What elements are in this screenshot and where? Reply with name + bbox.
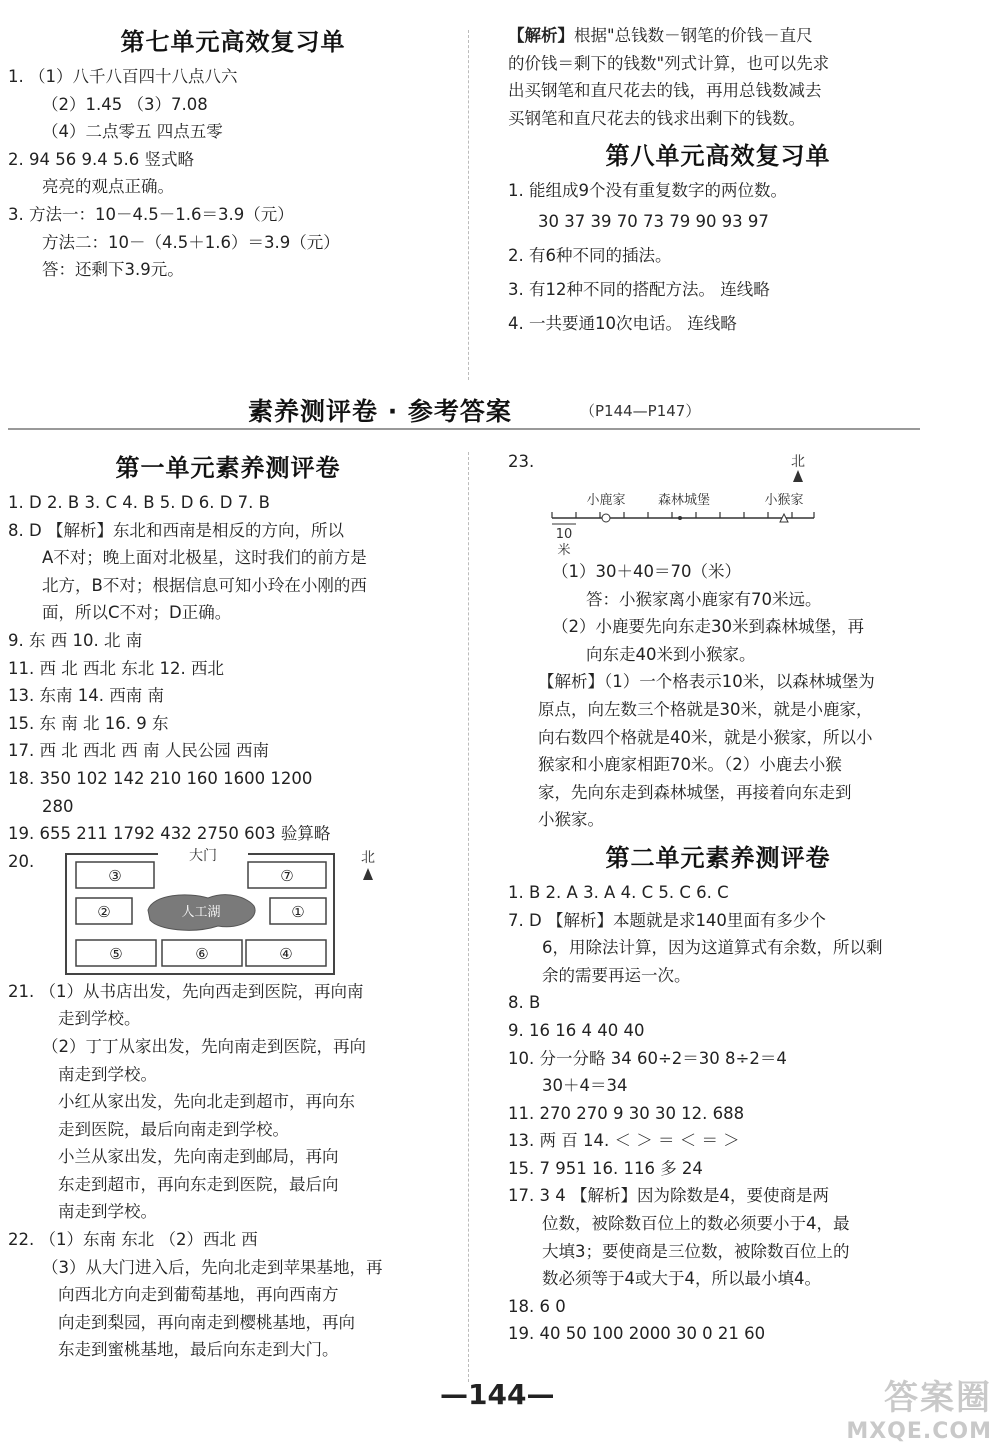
test1-q21: 小红从家出发，先向北走到超市，再向东: [58, 1092, 355, 1112]
q23-line: 家，先向东走到森林城堡，再接着向东走到: [538, 782, 852, 802]
test1-q22: 22. （1）东南 东北 （2）西北 西: [8, 1230, 258, 1250]
test2-line: 余的需要再运一次。: [542, 965, 691, 985]
test2-line: 19. 40 50 100 2000 30 0 21 60: [508, 1324, 766, 1344]
tick-marks: [552, 512, 814, 518]
test1-line: 8. D 【解析】东北和西南是相反的方向，所以: [8, 520, 344, 540]
room-2-label: ②: [97, 902, 111, 921]
column-divider-bottom: [468, 452, 469, 1382]
room-6-label: ⑥: [195, 944, 209, 963]
page-number: —144—: [440, 1378, 555, 1411]
unit7-review: [8, 22, 458, 284]
monkey-home-label: 小猴家: [764, 493, 804, 508]
test1-line: 9. 东 西 10. 北 南: [8, 630, 143, 650]
test2-line: 30＋4＝34: [542, 1076, 628, 1096]
analysis-tag: 【解析】: [508, 26, 574, 45]
test1-line: 18. 350 102 142 210 160 1600 1200: [8, 768, 313, 788]
q23-line: （2）小鹿要先向东走30米到森林城堡，再: [552, 617, 864, 637]
test1-line: 面，所以C不对；D正确。: [42, 603, 232, 623]
test2-line: 8. B: [508, 993, 541, 1013]
test2-line: 15. 7 951 16. 116 多 24: [508, 1158, 703, 1178]
unit7-q1b: （2）1.45 （3）7.08: [42, 94, 208, 114]
scale-value: 10: [555, 527, 573, 542]
unit7-analysis-l1: [508, 22, 928, 50]
q23-line: 【解析】（1）一个格表示10米，以森林城堡为: [538, 672, 875, 692]
unit8-q1a: 1. 能组成9个没有重复数字的两位数。: [508, 181, 787, 201]
test2-line: 18. 6 0: [508, 1296, 566, 1316]
unit7-analysis-and-unit8: [508, 22, 928, 341]
test1-q21: 走到医院，最后向南走到学校。: [58, 1119, 289, 1139]
test1-q22: 向西北方向走到葡萄基地，再向西南方: [58, 1285, 339, 1305]
test1-q21: 南走到学校。: [58, 1202, 157, 1222]
test1-q22: （3）从大门进入后，先向北走到苹果基地，再: [42, 1257, 383, 1277]
q23-figure: [508, 448, 928, 558]
test1-q22: 向走到梨园，再向南走到樱桃基地，再向: [58, 1312, 355, 1332]
q23-number: 23.: [508, 452, 535, 471]
unit7-q1a: 1. （1）八千八百四十八点八六: [8, 67, 238, 86]
watermark-text: 答案圈: [884, 1378, 992, 1418]
q23-line: 答：小猴家离小鹿家有70米远。: [586, 589, 822, 609]
test2-title: 第二单元素养测评卷: [605, 843, 831, 872]
test1-line: 11. 西 北 西北 东北 12. 西北: [8, 658, 224, 678]
test2-line: 大填3；要使商是三位数，被除数百位上的: [542, 1241, 850, 1261]
castle-label: 森林城堡: [657, 493, 711, 508]
watermark-url: MXQE.COM: [846, 1419, 992, 1444]
test2-line: 11. 270 270 9 30 30 12. 688: [508, 1103, 745, 1123]
test2-line: 位数，被除数百位上的数必须要小于4，最: [542, 1214, 850, 1234]
test1-line: 17. 西 北 西北 西 南 人民公园 西南: [8, 741, 269, 761]
q23-line: 向东走40米到小猴家。: [586, 644, 756, 664]
test1-line: 15. 东 南 北 16. 9 东: [8, 713, 169, 733]
q20-number: 20.: [8, 851, 35, 871]
q23-north-label: 北: [791, 454, 805, 470]
q23-and-test2: [508, 448, 928, 1348]
test2-line: 7. D 【解析】本题就是求140里面有多少个: [508, 910, 826, 930]
q23-line: 小猴家。: [538, 810, 604, 830]
unit7-q3b: 方法二：10－（4.5＋1.6）＝3.9（元）: [42, 232, 340, 252]
unit7-analysis-l4: 买钢笔和直尺花去的钱求出剩下的钱数。: [508, 108, 805, 128]
room-1-label: ①: [291, 902, 305, 921]
q20-map-figure: [8, 848, 448, 978]
gate-label: 大门: [189, 847, 217, 864]
section-title: 素养测评卷 · 参考答案: [248, 397, 512, 426]
test1-line: 13. 东南 14. 西南 南: [8, 686, 164, 706]
q23-line: 向右数四个格就是40米，就是小猴家，所以小: [538, 727, 873, 747]
test2-line: 6，用除法计算，因为这道算式有余数，所以剩: [542, 938, 883, 958]
unit7-q3a: 3. 方法一：10－4.5－1.6＝3.9（元）: [8, 204, 294, 224]
castle-marker: [678, 516, 682, 520]
q23-line: 猴家和小鹿家相距70米。（2）小鹿去小猴: [538, 755, 842, 775]
column-divider-top: [468, 30, 469, 380]
unit8-title: 第八单元高效复习单: [605, 142, 831, 171]
section-page-range: （P144—P147）: [580, 402, 701, 420]
room-7-label: ⑦: [280, 866, 294, 885]
test1-line: 1. D 2. B 3. C 4. B 5. D 6. D 7. B: [8, 493, 270, 512]
unit7-q1c: （4）二点零五 四点五零: [42, 122, 223, 142]
test1-q21: 南走到学校。: [58, 1064, 157, 1084]
q20-map-svg: [8, 848, 448, 978]
test2-line: 1. B 2. A 3. A 4. C 5. C 6. C: [508, 882, 729, 902]
scale-unit: 米: [557, 543, 571, 558]
test1-line: 北方，B不对；根据信息可知小玲在小刚的西: [42, 575, 367, 595]
test1-q21: 21. （1）从书店出发，先向西走到医院，再向南: [8, 981, 364, 1001]
unit7-analysis-l3: 出买钢笔和直尺花去的钱，再用总钱数减去: [508, 81, 822, 101]
room-4-label: ④: [279, 944, 293, 963]
test2-line: 9. 16 16 4 40 40: [508, 1020, 645, 1040]
unit7-title: 第七单元高效复习单: [120, 28, 346, 56]
test1-q22: 东走到蜜桃基地，最后向东走到大门。: [58, 1340, 339, 1360]
unit7-analysis-l2: 的价钱＝剩下的钱数"列式计算，也可以先求: [508, 53, 830, 73]
q23-number-line-svg: [508, 448, 928, 558]
test2-line: 数必须等于4或大于4，所以最小填4。: [542, 1269, 821, 1289]
test1-q21: 东走到超市，再向东走到医院，最后向: [58, 1174, 339, 1194]
test2-line: 10. 分一分略 34 60÷2＝30 8÷2＝4: [508, 1048, 787, 1068]
test2-line: 17. 3 4 【解析】因为除数是4，要使商是两: [508, 1186, 829, 1206]
deer-home-label: 小鹿家: [586, 493, 626, 508]
test1-line: 19. 655 211 1792 432 2750 603 验算略: [8, 824, 331, 844]
unit7-analysis-text1: 根据"总钱数－钢笔的价钱－直尺: [574, 26, 813, 45]
unit8-q2: 2. 有6种不同的插法。: [508, 245, 672, 265]
unit7-q2b: 亮亮的观点正确。: [42, 177, 174, 197]
test2-line: 13. 两 百 14. ＜ ＞ ＝ ＜ ＝ ＞: [508, 1131, 740, 1151]
test1-line: A不对；晚上面对北极星，这时我们的前方是: [42, 548, 367, 568]
unit7-q3c: 答：还剩下3.9元。: [42, 260, 184, 280]
room-5-label: ⑤: [109, 944, 123, 963]
test1-q21: 小兰从家出发，先向南走到邮局，再向: [58, 1147, 339, 1167]
test1-q21: 走到学校。: [58, 1009, 141, 1029]
north-label: 北: [361, 849, 375, 866]
unit8-q4: 4. 一共要通10次电话。 连线略: [508, 313, 737, 333]
test1-line: 280: [42, 796, 74, 816]
unit8-q1b: 30 37 39 70 73 79 90 93 97: [538, 211, 769, 231]
q23-line: 原点，向左数三个格就是30米，就是小鹿家，: [538, 699, 873, 719]
lake-label: 人工湖: [181, 904, 221, 920]
test1-answers: [8, 448, 448, 1364]
section-banner: [8, 392, 920, 430]
test1-title: 第一单元素养测评卷: [115, 454, 341, 482]
q23-line: （1）30＋40＝70（米）: [552, 562, 741, 581]
test1-q21: （2）丁丁从家出发，先向南走到医院，再向: [42, 1036, 366, 1056]
north-arrow-icon: [363, 868, 373, 880]
unit8-q3: 3. 有12种不同的搭配方法。 连线略: [508, 279, 770, 299]
deer-home-marker: [602, 514, 610, 522]
q23-north-arrow-icon: [793, 470, 803, 482]
unit7-q2a: 2. 94 56 9.4 5.6 竖式略: [8, 149, 194, 169]
room-3-label: ③: [108, 866, 122, 885]
